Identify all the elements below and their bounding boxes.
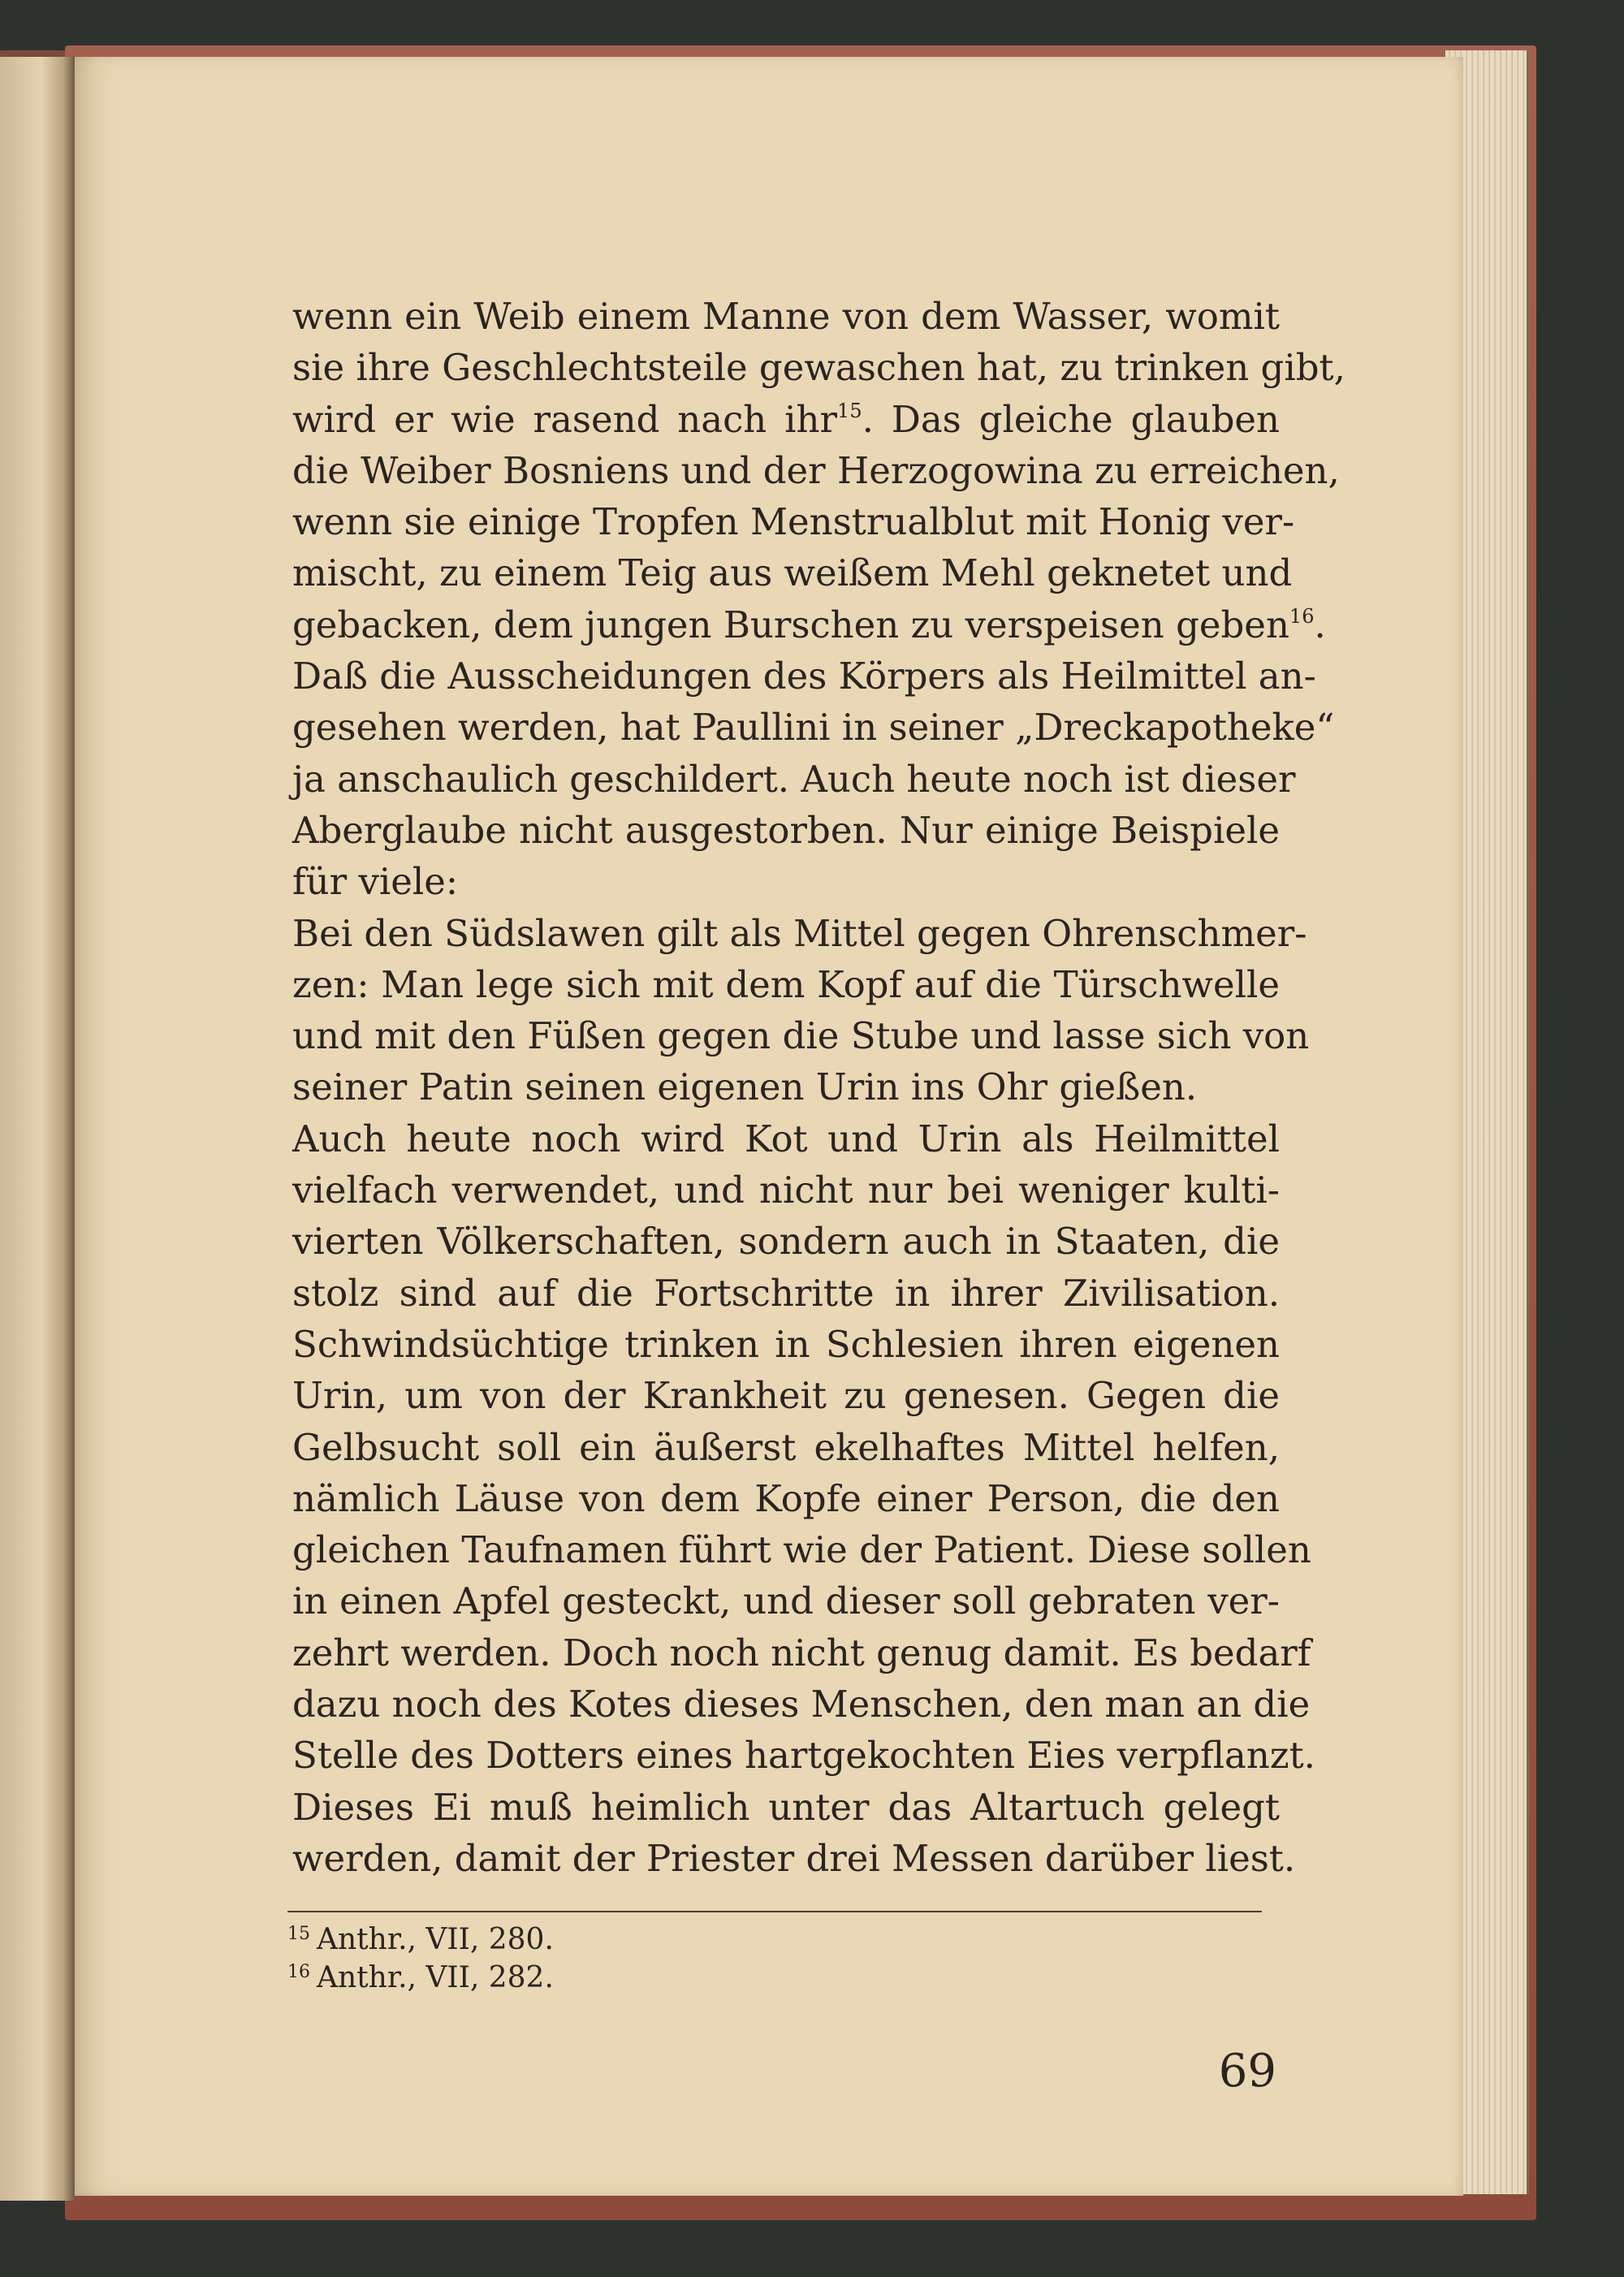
- text-line: und mit den Füßen gegen die Stube und lasse sich von: [292, 1014, 1310, 1058]
- text-segment: wird er wie rasend nach ihr: [292, 397, 838, 441]
- text-line: in einen Apfel gesteckt, und dieser soll gebraten ver-: [292, 1579, 1280, 1623]
- text-line: Dieses Ei muß heimlich unter das Altartuch gelegt: [292, 1785, 1280, 1829]
- footnote-number: 15: [287, 1924, 310, 1944]
- text-line: gesehen werden, hat Paullini in seiner „Dreckapotheke“: [292, 706, 1335, 750]
- text-line: zen: Man lege sich mit dem Kopf auf die Türschwelle: [292, 962, 1280, 1006]
- text-line: seiner Patin seinen eigenen Urin ins Ohr gießen.: [292, 1065, 1198, 1109]
- text-line: [292, 599, 1326, 650]
- text-segment: . Das gleiche glauben: [862, 397, 1280, 441]
- text-line: ja anschaulich geschildert. Auch heute noch ist dieser: [292, 757, 1296, 801]
- footnote-text: Anthr., VII, 282.: [317, 1961, 554, 1994]
- text-line: für viele:: [292, 860, 459, 904]
- text-segment: gebacken, dem jungen Burschen zu verspeisen geben: [292, 603, 1289, 646]
- text-line: nämlich Läuse von dem Kopfe einer Person, die den: [292, 1476, 1280, 1520]
- text-line: wenn sie einige Tropfen Menstrualblut mit Honig ver-: [292, 500, 1295, 544]
- text-line: vielfach verwendet, und nicht nur bei weniger kulti-: [292, 1169, 1280, 1212]
- text-line: die Weiber Bosniens und der Herzogowina zu erreichen,: [292, 448, 1340, 492]
- footnote-rule: [287, 1911, 1262, 1912]
- text-line: Auch heute noch wird Kot und Urin als Heilmittel: [292, 1117, 1280, 1160]
- body-text: [292, 291, 1345, 1884]
- text-line: gleichen Taufnamen führt wie der Patient. Diese sollen: [292, 1528, 1311, 1572]
- text-line: vierten Völkerschaften, sondern auch in Staaten, die: [292, 1220, 1280, 1264]
- footnote-text: Anthr., VII, 280.: [317, 1923, 554, 1956]
- text-line: Urin, um von der Krankheit zu genesen. Gegen die: [292, 1374, 1280, 1418]
- text-line: mischt, zu einem Teig aus weißem Mehl geknetet und: [292, 551, 1293, 595]
- text-line: Schwindsüchtige trinken in Schlesien ihren eigenen: [292, 1322, 1280, 1366]
- text-segment: .: [1314, 603, 1326, 646]
- text-line: [292, 394, 1280, 445]
- footnotes: [287, 1918, 1018, 1994]
- footnote: [287, 1956, 1018, 1994]
- text-line: Daß die Ausscheidungen des Körpers als Heilmittel an-: [292, 655, 1316, 698]
- book-page: [75, 57, 1463, 2196]
- text-line: zehrt werden. Doch noch nicht genug damit. Es bedarf: [292, 1631, 1311, 1674]
- page-number: 69: [1218, 2045, 1276, 2098]
- footnote-marker: 16: [1289, 604, 1315, 628]
- footnote-number: 16: [287, 1962, 310, 1982]
- text-line: werden, damit der Priester drei Messen darüber liest.: [292, 1836, 1296, 1880]
- text-line: Gelbsucht soll ein äußerst ekelhaftes Mittel helfen,: [292, 1425, 1280, 1469]
- text-line: sie ihre Geschlechtsteile gewaschen hat, zu trinken gibt,: [292, 346, 1345, 390]
- text-line: Aberglaube nicht ausgestorben. Nur einige Beispiele: [292, 808, 1280, 852]
- facing-page-edge: [0, 57, 75, 2201]
- footnote: [287, 1918, 1018, 1956]
- text-line: dazu noch des Kotes dieses Menschen, den man an die: [292, 1683, 1311, 1726]
- footnote-marker: 15: [837, 399, 862, 422]
- text-line: wenn ein Weib einem Manne von dem Wasser, womit: [292, 295, 1280, 338]
- text-line: Stelle des Dotters eines hartgekochten Eies verpflanzt.: [292, 1734, 1315, 1778]
- text-line: stolz sind auf die Fortschritte in ihrer Zivilisation.: [292, 1271, 1280, 1315]
- text-line: Bei den Südslawen gilt als Mittel gegen Ohrenschmer-: [292, 911, 1307, 955]
